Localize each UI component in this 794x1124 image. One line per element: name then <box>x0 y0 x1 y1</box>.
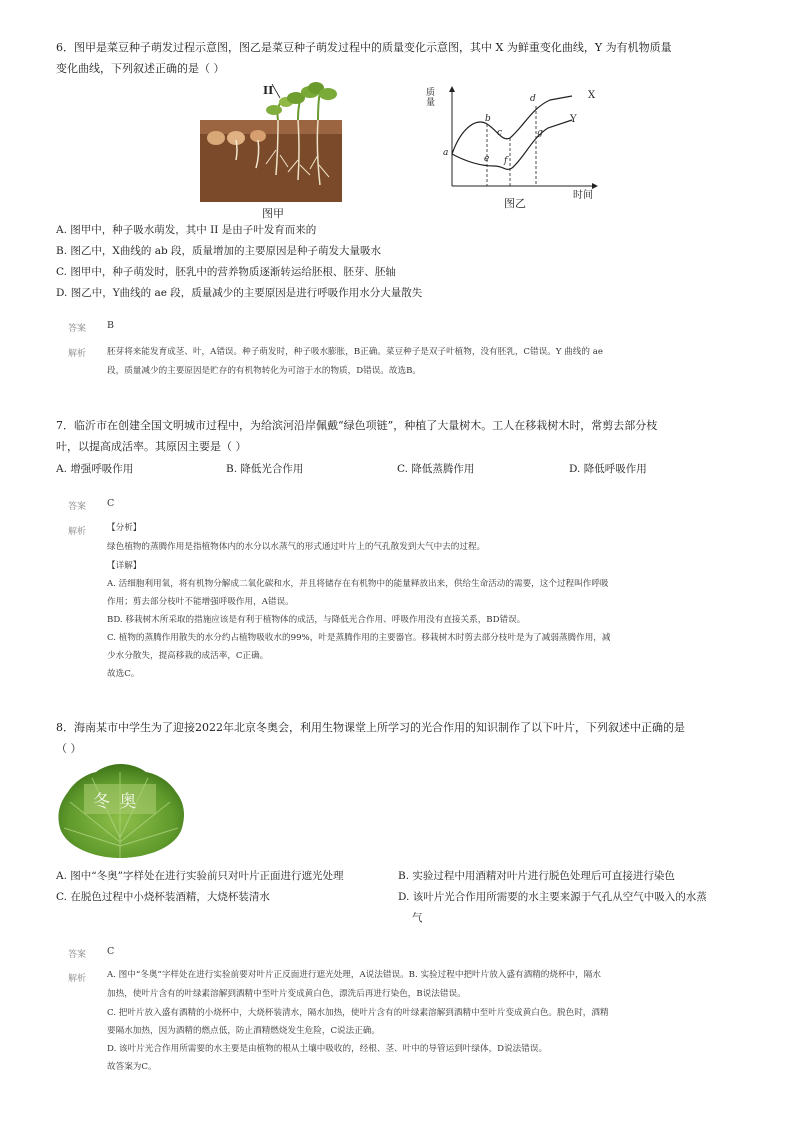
q8-answer-value: C <box>107 946 115 957</box>
q6-explanation-line2: 段，质量减少的主要原因是贮存的有机物转化为可溶于水的物质，D错误。故选B。 <box>107 366 421 376</box>
q8-option-d-continued: 气 <box>412 912 423 924</box>
q8-explanation-line2: 加热，使叶片含有的叶绿素溶解到酒精中至叶片变成黄白色，漂洗后再进行染色，B说法错误。 <box>107 989 466 999</box>
q6-option-c[interactable]: C. 图甲中，种子萌发时，胚乳中的营养物质逐渐转运给胚根、胚芽、胚轴 <box>56 266 396 278</box>
q7-explanation-line6: BD. 移栽树木所采取的措施应该是有利于植物体的成活，与降低光合作用、呼吸作用没有直接关系，BD错误。 <box>107 615 526 625</box>
q6-explanation-line1: 胚芽将来能发育成茎、叶，A错误。种子萌发时，种子吸水膨胀，B正确。菜豆种子是双子叶植物，没有胚乳，C错误。Y 曲线的 ae <box>107 347 603 357</box>
q7-option-c[interactable]: C. 降低蒸腾作用 <box>397 463 475 475</box>
q8-explanation-line4: 要隔水加热，因为酒精的燃点低，防止酒精燃烧发生危险，C说法正确。 <box>107 1026 380 1036</box>
q6-stem-line1: 6．图甲是菜豆种子萌发过程示意图，图乙是菜豆种子萌发过程中的质量变化示意图，其中 X 为鲜重变化曲线，Y 为有机物质量 <box>56 41 672 54</box>
q7-explanation-line4: A. 活细胞利用氧，将有机物分解成二氧化碳和水，并且将储存在有机物中的能量释放出来，供给生命活动的需要，这个过程叫作呼吸 <box>107 579 609 589</box>
q7-explanation-line3: 【详解】 <box>107 561 142 571</box>
q6-figure-b-graph <box>432 86 602 196</box>
q7-explanation-line8: 少水分散失，提高移栽的成活率，C正确。 <box>107 651 269 661</box>
q7-option-d[interactable]: D. 降低呼吸作用 <box>569 463 647 475</box>
q6-figure-a-label: II <box>263 84 274 97</box>
q6-option-a[interactable]: A. 图甲中，种子吸水萌发，其中 II 是由子叶发育而来的 <box>56 224 317 236</box>
q6-answer-label: 答案 <box>68 324 87 334</box>
q7-option-a[interactable]: A. 增强呼吸作用 <box>56 463 134 475</box>
q7-explanation-line5: 作用；剪去部分枝叶不能增强呼吸作用，A错误。 <box>107 597 294 607</box>
q6-option-d[interactable]: D. 图乙中，Y曲线的 ae 段，质量减少的主要原因是进行呼吸作用水分大量散失 <box>56 287 423 299</box>
q6-answer-value: B <box>107 320 114 331</box>
q8-stem-line2: （ ） <box>56 742 82 755</box>
q6-point-e: e <box>484 154 490 164</box>
q7-explanation-line7: C. 植物的蒸腾作用散失的水分约占植物吸收水的99%，叶是蒸腾作用的主要器官。移栽树木时剪去部分枝叶是为了减弱蒸腾作用，减 <box>107 633 611 643</box>
q8-option-b[interactable]: B. 实验过程中用酒精对叶片进行脱色处理后可直接进行染色 <box>398 870 675 882</box>
q6-figure-b-caption: 图乙 <box>504 197 526 210</box>
q6-point-d: d <box>530 94 536 104</box>
q6-point-g: g <box>537 128 543 138</box>
q7-explanation-line2: 绿色植物的蒸腾作用是指植物体内的水分以水蒸气的形式通过叶片上的气孔散发到大气中去的过程。 <box>107 542 486 552</box>
q8-option-a[interactable]: A. 图中“冬奥”字样处在进行实验前只对叶片正面进行遮光处理 <box>56 870 344 882</box>
q8-leaf-text: 冬 奥 <box>93 792 139 812</box>
q6-figure-b-ylabel: 质量 <box>426 88 436 108</box>
q7-answer-label: 答案 <box>68 502 87 512</box>
q6-point-b: b <box>485 114 491 124</box>
q6-option-b[interactable]: B. 图乙中，X曲线的 ab 段，质量增加的主要原因是种子萌发大量吸水 <box>56 245 382 257</box>
q8-explanation-label: 解析 <box>68 974 87 984</box>
q6-explanation-label: 解析 <box>68 349 87 359</box>
q8-answer-label: 答案 <box>68 950 87 960</box>
q8-explanation-line1: A. 图中“冬奥”字样处在进行实验前要对叶片正反面进行遮光处理，A说法错误。B. 实验过程中把叶片放入盛有酒精的烧杯中，隔水 <box>107 970 601 980</box>
q7-stem-line2: 叶，以提高成活率。其原因主要是（ ） <box>56 440 247 453</box>
q6-figure-a-germination-image <box>198 80 348 220</box>
q6-curve-x-label: X <box>588 90 596 101</box>
q7-explanation-label: 解析 <box>68 527 87 537</box>
q6-stem-line2: 变化曲线，下列叙述正确的是（ ） <box>56 62 225 75</box>
q7-stem-line1: 7．临沂市在创建全国文明城市过程中，为给滨河沿岸佩戴“绿色项链”，种植了大量树木。工人在移栽树木时，常剪去部分枝 <box>56 419 658 432</box>
q8-explanation-line5: D. 该叶片光合作用所需要的水主要是由植物的根从土壤中吸收的，经根、茎、叶中的导管运到叶绿体，D说法错误。 <box>107 1044 548 1054</box>
q7-answer-value: C <box>107 498 115 509</box>
q8-option-c[interactable]: C. 在脱色过程中小烧杯装酒精，大烧杯装清水 <box>56 891 270 903</box>
q6-point-f: f <box>504 156 508 166</box>
q8-stem-line1: 8．海南某市中学生为了迎接2022年北京冬奥会，利用生物课堂上所学习的光合作用的知识制作了以下叶片，下列叙述中正确的是 <box>56 721 685 734</box>
q8-explanation-line6: 故答案为C。 <box>107 1062 157 1072</box>
q8-leaf-image <box>56 762 186 862</box>
q8-option-d[interactable]: D. 该叶片光合作用所需要的水主要来源于气孔从空气中吸入的水蒸 <box>398 891 707 903</box>
q6-point-a: a <box>443 148 449 158</box>
q8-explanation-line3: C. 把叶片放入盛有酒精的小烧杯中，大烧杯装清水，隔水加热，使叶片含有的叶绿素溶解到酒精中至叶片变成黄白色。脱色时，酒精 <box>107 1008 609 1018</box>
q7-explanation-line1: 【分析】 <box>107 523 142 533</box>
q6-figure-a-caption: 图甲 <box>262 207 284 220</box>
q7-option-b[interactable]: B. 降低光合作用 <box>226 463 304 475</box>
q6-curve-y-label: Y <box>570 114 577 125</box>
q7-explanation-line9: 故选C。 <box>107 669 140 679</box>
q6-figure-b-xlabel: 时间 <box>573 190 593 201</box>
q6-point-c: c <box>497 128 503 138</box>
